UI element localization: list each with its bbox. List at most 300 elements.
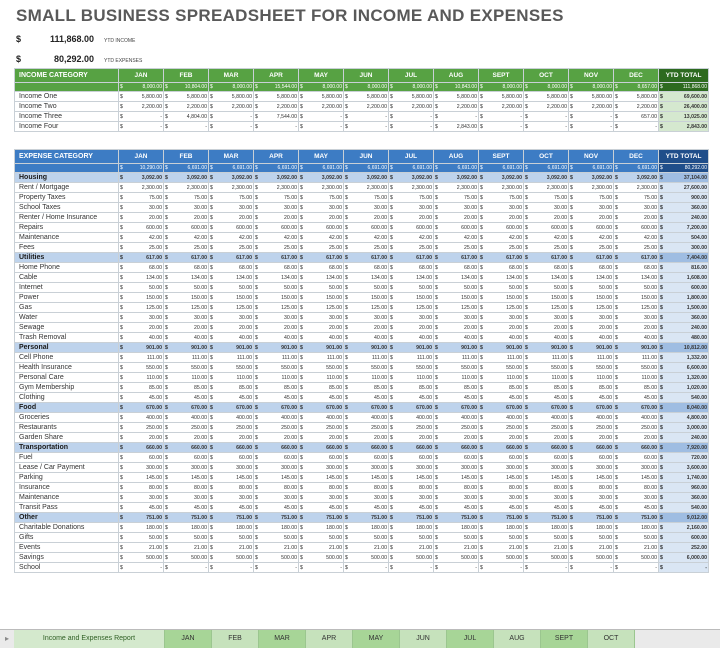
expense-cell[interactable]	[479, 423, 524, 433]
expense-cell[interactable]	[164, 413, 209, 423]
income-cell[interactable]	[389, 122, 434, 132]
expense-cell[interactable]	[344, 183, 389, 193]
expense-row-total[interactable]	[659, 323, 709, 333]
expense-row-total[interactable]	[659, 313, 709, 323]
expense-cell[interactable]	[344, 433, 389, 443]
income-total-sept[interactable]	[479, 83, 524, 92]
income-cell[interactable]	[164, 92, 209, 102]
expense-cell[interactable]	[299, 493, 344, 503]
sheet-tab-mar[interactable]: MAR	[259, 630, 306, 648]
expense-cell[interactable]	[344, 363, 389, 373]
expense-cell[interactable]	[479, 273, 524, 283]
expense-cell[interactable]	[299, 393, 344, 403]
expense-cell[interactable]	[524, 383, 569, 393]
expense-group-cell[interactable]	[389, 173, 434, 183]
expense-cell[interactable]	[299, 283, 344, 293]
expense-cell[interactable]	[434, 283, 479, 293]
expense-cell[interactable]	[434, 503, 479, 513]
expense-cell[interactable]	[569, 493, 614, 503]
expense-cell[interactable]	[254, 333, 299, 343]
sheet-tab-oct[interactable]: OCT	[588, 630, 635, 648]
expense-cell[interactable]	[614, 273, 659, 283]
expense-cell[interactable]	[299, 533, 344, 543]
expense-cell[interactable]	[614, 563, 659, 573]
expense-cell[interactable]	[164, 283, 209, 293]
expense-group-cell[interactable]	[119, 173, 164, 183]
income-cell[interactable]	[164, 102, 209, 112]
expense-cell[interactable]	[569, 263, 614, 273]
income-total-aug[interactable]	[434, 83, 479, 92]
expense-cell[interactable]	[389, 473, 434, 483]
income-cell[interactable]	[479, 122, 524, 132]
expense-cell[interactable]	[119, 503, 164, 513]
expense-cell[interactable]	[254, 203, 299, 213]
expense-cell[interactable]	[209, 273, 254, 283]
expense-cell[interactable]	[479, 313, 524, 323]
expense-cell[interactable]	[434, 183, 479, 193]
expense-cell[interactable]	[569, 203, 614, 213]
expense-cell[interactable]	[164, 453, 209, 463]
expense-cell[interactable]	[164, 563, 209, 573]
income-cell[interactable]	[524, 102, 569, 112]
expense-cell[interactable]	[254, 233, 299, 243]
expense-cell[interactable]	[299, 273, 344, 283]
expense-cell[interactable]	[344, 373, 389, 383]
income-cell[interactable]	[209, 92, 254, 102]
income-cell[interactable]	[164, 112, 209, 122]
expense-group-cell[interactable]	[524, 403, 569, 413]
expense-cell[interactable]	[209, 283, 254, 293]
expense-cell[interactable]	[389, 433, 434, 443]
expense-row-total[interactable]	[659, 523, 709, 533]
income-total-jun[interactable]	[344, 83, 389, 92]
income-total-feb[interactable]	[164, 83, 209, 92]
expense-total-apr[interactable]	[254, 164, 299, 173]
expense-cell[interactable]	[524, 423, 569, 433]
expense-cell[interactable]	[209, 543, 254, 553]
expense-cell[interactable]	[434, 423, 479, 433]
expense-cell[interactable]	[344, 223, 389, 233]
expense-cell[interactable]	[254, 223, 299, 233]
expense-cell[interactable]	[209, 243, 254, 253]
expense-cell[interactable]	[614, 193, 659, 203]
expense-cell[interactable]	[209, 503, 254, 513]
expense-cell[interactable]	[479, 223, 524, 233]
expense-cell[interactable]	[569, 423, 614, 433]
expense-cell[interactable]	[209, 473, 254, 483]
expense-cell[interactable]	[524, 263, 569, 273]
expense-cell[interactable]	[434, 213, 479, 223]
expense-row-total[interactable]	[659, 223, 709, 233]
expense-cell[interactable]	[299, 563, 344, 573]
expense-cell[interactable]	[569, 223, 614, 233]
income-cell[interactable]	[299, 92, 344, 102]
expense-total-mar[interactable]	[209, 164, 254, 173]
expense-cell[interactable]	[569, 183, 614, 193]
expense-cell[interactable]	[434, 373, 479, 383]
expense-cell[interactable]	[479, 203, 524, 213]
expense-cell[interactable]	[389, 373, 434, 383]
expense-cell[interactable]	[209, 263, 254, 273]
expense-total-jun[interactable]	[344, 164, 389, 173]
expense-cell[interactable]	[209, 363, 254, 373]
expense-cell[interactable]	[164, 473, 209, 483]
expense-cell[interactable]	[389, 543, 434, 553]
expense-cell[interactable]	[209, 523, 254, 533]
expense-cell[interactable]	[344, 523, 389, 533]
expense-group-cell[interactable]	[524, 443, 569, 453]
expense-cell[interactable]	[569, 533, 614, 543]
expense-cell[interactable]	[479, 543, 524, 553]
expense-cell[interactable]	[569, 463, 614, 473]
expense-cell[interactable]	[434, 263, 479, 273]
expense-group-cell[interactable]	[614, 253, 659, 263]
expense-group-cell[interactable]	[434, 403, 479, 413]
expense-group-cell[interactable]	[164, 403, 209, 413]
expense-cell[interactable]	[569, 193, 614, 203]
expense-group-cell[interactable]	[209, 443, 254, 453]
expense-cell[interactable]	[389, 413, 434, 423]
expense-group-cell[interactable]	[524, 513, 569, 523]
expense-cell[interactable]	[524, 283, 569, 293]
expense-cell[interactable]	[614, 493, 659, 503]
expense-cell[interactable]	[479, 293, 524, 303]
expense-group-cell[interactable]	[119, 253, 164, 263]
expense-cell[interactable]	[569, 373, 614, 383]
expense-cell[interactable]	[524, 223, 569, 233]
expense-group-ytd[interactable]	[659, 343, 709, 353]
expense-cell[interactable]	[119, 363, 164, 373]
expense-cell[interactable]	[389, 503, 434, 513]
expense-cell[interactable]	[614, 283, 659, 293]
expense-cell[interactable]	[299, 323, 344, 333]
expense-cell[interactable]	[614, 523, 659, 533]
expense-cell[interactable]	[479, 283, 524, 293]
income-total-jan[interactable]	[119, 83, 164, 92]
sheet-tab-feb[interactable]: FEB	[212, 630, 259, 648]
sheet-tab-sept[interactable]: SEPT	[541, 630, 588, 648]
expense-cell[interactable]	[569, 483, 614, 493]
expense-group-cell[interactable]	[209, 173, 254, 183]
expense-cell[interactable]	[614, 383, 659, 393]
expense-cell[interactable]	[389, 383, 434, 393]
income-cell[interactable]	[524, 92, 569, 102]
expense-cell[interactable]	[614, 363, 659, 373]
expense-cell[interactable]	[524, 543, 569, 553]
expense-cell[interactable]	[569, 523, 614, 533]
income-cell[interactable]	[254, 122, 299, 132]
sheet-tab-aug[interactable]: AUG	[494, 630, 541, 648]
income-cell[interactable]	[434, 122, 479, 132]
expense-row-total[interactable]	[659, 183, 709, 193]
income-cell[interactable]	[569, 122, 614, 132]
expense-cell[interactable]	[119, 213, 164, 223]
expense-row-total[interactable]	[659, 383, 709, 393]
expense-cell[interactable]	[164, 393, 209, 403]
expense-cell[interactable]	[254, 373, 299, 383]
expense-cell[interactable]	[299, 193, 344, 203]
expense-cell[interactable]	[569, 453, 614, 463]
expense-total-sept[interactable]	[479, 164, 524, 173]
expense-cell[interactable]	[254, 313, 299, 323]
income-row-total[interactable]	[659, 122, 709, 132]
expense-group-cell[interactable]	[614, 513, 659, 523]
expense-group-cell[interactable]	[119, 403, 164, 413]
expense-cell[interactable]	[569, 243, 614, 253]
expense-group-cell[interactable]	[569, 253, 614, 263]
income-cell[interactable]	[524, 112, 569, 122]
expense-cell[interactable]	[479, 503, 524, 513]
expense-cell[interactable]	[299, 463, 344, 473]
expense-row-total[interactable]	[659, 213, 709, 223]
income-cell[interactable]	[209, 102, 254, 112]
expense-cell[interactable]	[524, 193, 569, 203]
expense-cell[interactable]	[389, 563, 434, 573]
expense-cell[interactable]	[209, 423, 254, 433]
expense-cell[interactable]	[524, 503, 569, 513]
expense-cell[interactable]	[569, 333, 614, 343]
expense-cell[interactable]	[164, 433, 209, 443]
expense-cell[interactable]	[389, 463, 434, 473]
expense-cell[interactable]	[569, 393, 614, 403]
expense-cell[interactable]	[344, 413, 389, 423]
expense-cell[interactable]	[389, 183, 434, 193]
expense-cell[interactable]	[299, 523, 344, 533]
expense-cell[interactable]	[254, 483, 299, 493]
expense-cell[interactable]	[524, 203, 569, 213]
income-cell[interactable]	[569, 92, 614, 102]
expense-cell[interactable]	[569, 553, 614, 563]
expense-cell[interactable]	[569, 293, 614, 303]
expense-row-total[interactable]	[659, 393, 709, 403]
expense-cell[interactable]	[119, 553, 164, 563]
income-cell[interactable]	[614, 102, 659, 112]
expense-cell[interactable]	[119, 353, 164, 363]
expense-cell[interactable]	[524, 243, 569, 253]
expense-cell[interactable]	[434, 553, 479, 563]
expense-cell[interactable]	[119, 243, 164, 253]
income-cell[interactable]	[344, 102, 389, 112]
expense-cell[interactable]	[344, 353, 389, 363]
expense-group-cell[interactable]	[299, 343, 344, 353]
expense-row-total[interactable]	[659, 453, 709, 463]
expense-cell[interactable]	[524, 433, 569, 443]
expense-cell[interactable]	[299, 383, 344, 393]
expense-group-cell[interactable]	[254, 173, 299, 183]
expense-cell[interactable]	[254, 383, 299, 393]
expense-cell[interactable]	[479, 393, 524, 403]
expense-cell[interactable]	[569, 213, 614, 223]
expense-group-ytd[interactable]	[659, 443, 709, 453]
income-cell[interactable]	[344, 92, 389, 102]
income-total-apr[interactable]	[254, 83, 299, 92]
expense-cell[interactable]	[164, 193, 209, 203]
expense-cell[interactable]	[389, 243, 434, 253]
expense-row-total[interactable]	[659, 543, 709, 553]
expense-row-total[interactable]	[659, 473, 709, 483]
expense-group-cell[interactable]	[569, 513, 614, 523]
expense-cell[interactable]	[209, 453, 254, 463]
expense-cell[interactable]	[344, 273, 389, 283]
income-cell[interactable]	[299, 122, 344, 132]
sheet-tab-income-and-expenses-report[interactable]: Income and Expenses Report	[14, 630, 165, 648]
expense-cell[interactable]	[344, 493, 389, 503]
expense-cell[interactable]	[389, 533, 434, 543]
income-cell[interactable]	[344, 112, 389, 122]
income-cell[interactable]	[389, 92, 434, 102]
expense-cell[interactable]	[434, 433, 479, 443]
expense-cell[interactable]	[299, 553, 344, 563]
expense-cell[interactable]	[569, 283, 614, 293]
expense-cell[interactable]	[164, 543, 209, 553]
expense-cell[interactable]	[569, 503, 614, 513]
expense-cell[interactable]	[344, 383, 389, 393]
expense-cell[interactable]	[119, 493, 164, 503]
expense-cell[interactable]	[524, 493, 569, 503]
expense-cell[interactable]	[389, 493, 434, 503]
expense-group-cell[interactable]	[164, 443, 209, 453]
expense-cell[interactable]	[344, 393, 389, 403]
expense-cell[interactable]	[209, 393, 254, 403]
expense-cell[interactable]	[614, 183, 659, 193]
expense-cell[interactable]	[614, 503, 659, 513]
expense-cell[interactable]	[209, 553, 254, 563]
expense-cell[interactable]	[614, 413, 659, 423]
expense-row-total[interactable]	[659, 273, 709, 283]
expense-cell[interactable]	[389, 193, 434, 203]
expense-cell[interactable]	[479, 533, 524, 543]
sheet-tab-apr[interactable]: APR	[306, 630, 353, 648]
expense-cell[interactable]	[344, 473, 389, 483]
income-row-total[interactable]	[659, 112, 709, 122]
income-cell[interactable]	[254, 102, 299, 112]
expense-cell[interactable]	[434, 413, 479, 423]
expense-group-cell[interactable]	[434, 173, 479, 183]
expense-cell[interactable]	[119, 483, 164, 493]
expense-cell[interactable]	[344, 283, 389, 293]
expense-cell[interactable]	[344, 543, 389, 553]
expense-cell[interactable]	[434, 563, 479, 573]
expense-cell[interactable]	[524, 553, 569, 563]
expense-group-cell[interactable]	[299, 173, 344, 183]
expense-cell[interactable]	[299, 203, 344, 213]
expense-cell[interactable]	[434, 393, 479, 403]
expense-cell[interactable]	[524, 533, 569, 543]
expense-group-cell[interactable]	[344, 173, 389, 183]
expense-cell[interactable]	[614, 223, 659, 233]
expense-cell[interactable]	[524, 293, 569, 303]
expense-cell[interactable]	[479, 353, 524, 363]
expense-cell[interactable]	[524, 453, 569, 463]
expense-cell[interactable]	[254, 323, 299, 333]
expense-cell[interactable]	[209, 373, 254, 383]
expense-cell[interactable]	[434, 483, 479, 493]
expense-group-cell[interactable]	[434, 343, 479, 353]
expense-cell[interactable]	[614, 233, 659, 243]
expense-row-total[interactable]	[659, 483, 709, 493]
expense-cell[interactable]	[479, 553, 524, 563]
expense-cell[interactable]	[254, 273, 299, 283]
expense-cell[interactable]	[389, 393, 434, 403]
expense-group-cell[interactable]	[389, 443, 434, 453]
expense-cell[interactable]	[164, 363, 209, 373]
expense-cell[interactable]	[524, 213, 569, 223]
expense-group-cell[interactable]	[209, 253, 254, 263]
expense-cell[interactable]	[209, 303, 254, 313]
expense-group-cell[interactable]	[389, 343, 434, 353]
expense-row-total[interactable]	[659, 303, 709, 313]
expense-cell[interactable]	[254, 393, 299, 403]
expense-cell[interactable]	[434, 473, 479, 483]
expense-cell[interactable]	[389, 553, 434, 563]
expense-cell[interactable]	[209, 293, 254, 303]
expense-row-total[interactable]	[659, 333, 709, 343]
expense-cell[interactable]	[479, 523, 524, 533]
expense-total-feb[interactable]	[164, 164, 209, 173]
expense-cell[interactable]	[479, 233, 524, 243]
expense-group-cell[interactable]	[524, 173, 569, 183]
expense-cell[interactable]	[119, 463, 164, 473]
expense-group-cell[interactable]	[164, 343, 209, 353]
expense-cell[interactable]	[479, 193, 524, 203]
expense-cell[interactable]	[479, 453, 524, 463]
income-total-nov[interactable]	[569, 83, 614, 92]
expense-cell[interactable]	[569, 363, 614, 373]
expense-cell[interactable]	[299, 333, 344, 343]
expense-cell[interactable]	[164, 183, 209, 193]
expense-cell[interactable]	[299, 483, 344, 493]
expense-cell[interactable]	[254, 283, 299, 293]
expense-cell[interactable]	[119, 223, 164, 233]
expense-group-cell[interactable]	[164, 513, 209, 523]
expense-cell[interactable]	[614, 203, 659, 213]
expense-cell[interactable]	[524, 483, 569, 493]
income-cell[interactable]	[569, 102, 614, 112]
expense-row-total[interactable]	[659, 533, 709, 543]
expense-cell[interactable]	[614, 543, 659, 553]
income-cell[interactable]	[569, 112, 614, 122]
expense-cell[interactable]	[209, 313, 254, 323]
expense-cell[interactable]	[254, 453, 299, 463]
expense-cell[interactable]	[254, 493, 299, 503]
expense-cell[interactable]	[164, 463, 209, 473]
expense-cell[interactable]	[389, 303, 434, 313]
income-total-oct[interactable]	[524, 83, 569, 92]
expense-cell[interactable]	[569, 233, 614, 243]
expense-row-total[interactable]	[659, 373, 709, 383]
expense-group-cell[interactable]	[479, 443, 524, 453]
expense-cell[interactable]	[479, 383, 524, 393]
expense-cell[interactable]	[119, 563, 164, 573]
expense-cell[interactable]	[119, 393, 164, 403]
expense-cell[interactable]	[209, 333, 254, 343]
expense-cell[interactable]	[119, 533, 164, 543]
expense-cell[interactable]	[164, 353, 209, 363]
expense-cell[interactable]	[569, 543, 614, 553]
expense-total-jan[interactable]	[119, 164, 164, 173]
expense-cell[interactable]	[254, 213, 299, 223]
expense-cell[interactable]	[434, 233, 479, 243]
expense-group-cell[interactable]	[344, 253, 389, 263]
expense-cell[interactable]	[614, 323, 659, 333]
expense-cell[interactable]	[254, 473, 299, 483]
expense-cell[interactable]	[209, 193, 254, 203]
expense-group-cell[interactable]	[119, 443, 164, 453]
expense-cell[interactable]	[524, 473, 569, 483]
expense-cell[interactable]	[119, 453, 164, 463]
expense-cell[interactable]	[614, 453, 659, 463]
expense-cell[interactable]	[254, 243, 299, 253]
